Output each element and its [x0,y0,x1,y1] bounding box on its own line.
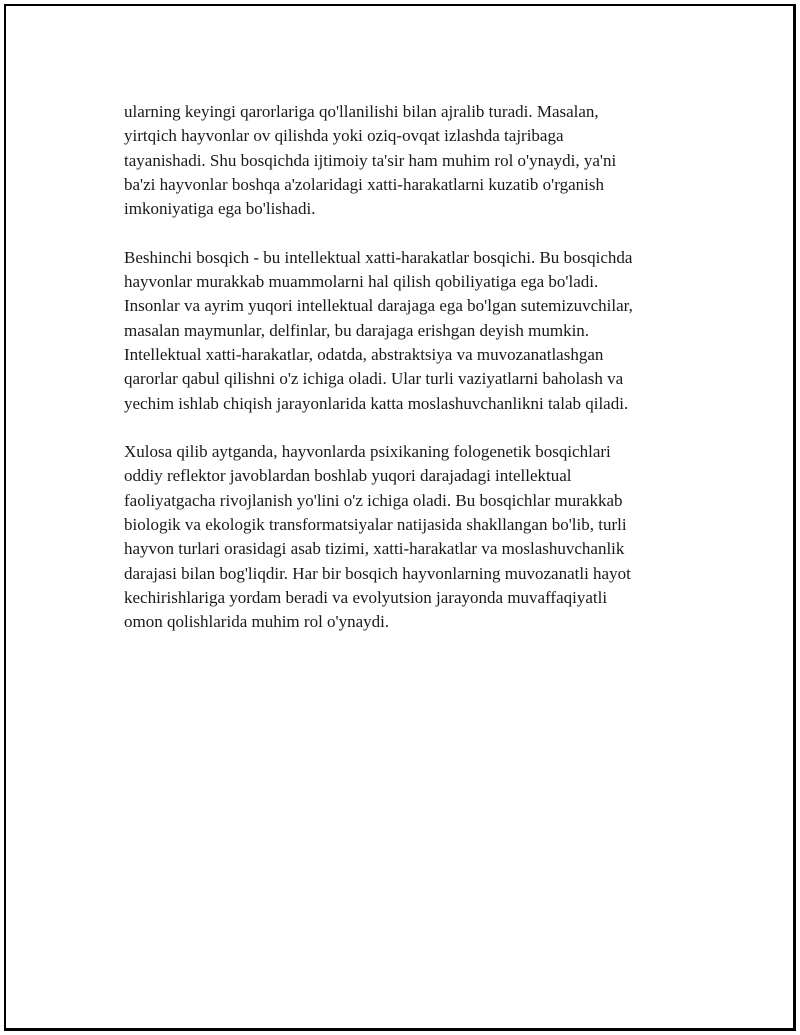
text-line: yirtqich hayvonlar ov qilishda yoki oziq-ovqat izlashda tajribaga [124,126,564,146]
text-line: oddiy reflektor javoblardan boshlab yuqori darajadagi intellektual [124,466,572,486]
text-line: masalan maymunlar, delfinlar, bu darajaga erishgan deyish mumkin. [124,320,590,340]
text-line: tayanishadi. Shu bosqichda ijtimoiy ta'sir ham muhim rol o'ynaydi, ya'ni [124,150,617,170]
paragraph-1 [124,100,684,221]
page-frame [4,4,796,1031]
text-line: kechirishlariga yordam beradi va evolyutsion jarayonda muvaffaqiyatli [124,587,608,607]
text-line: hayvonlar murakkab muammolarni hal qilish qobiliyatiga ega bo'ladi. [124,272,599,292]
text-line: biologik va ekologik transformatsiyalar natijasida shakllangan bo'lib, turli [124,515,627,535]
page-body [124,100,684,659]
text-line: darajasi bilan bog'liqdir. Har bir bosqich hayvonlarning muvozanatli hayot [124,563,631,583]
text-line: yechim ishlab chiqish jarayonlarida katta moslashuvchanlikni talab qiladi. [124,393,629,413]
text-line: ularning keyingi qarorlariga qo'llanilishi bilan ajralib turadi. Masalan, [124,102,599,121]
text-line: ba'zi hayvonlar boshqa a'zolaridagi xatti-harakatlarni kuzatib o'rganish [124,174,604,194]
paragraph-3 [124,440,684,634]
text-line: Xulosa qilib aytganda, hayvonlarda psixikaning fologenetik bosqichlari [124,442,611,462]
text-line: Beshinchi bosqich - bu intellektual xatti-harakatlar bosqichi. Bu bosqichda [124,247,633,267]
text-line: Insonlar va ayrim yuqori intellektual darajaga ega bo'lgan sutemizuvchilar, [124,296,633,316]
paragraph-2 [124,246,684,416]
text-line: omon qolishlarida muhim rol o'ynaydi. [124,612,390,632]
text-line: qarorlar qabul qilishni o'z ichiga oladi. Ular turli vaziyatlarni baholash va [124,369,624,389]
text-line: imkoniyatiga ega bo'lishadi. [124,199,316,219]
text-line: hayvon turlari orasidagi asab tizimi, xatti-harakatlar va moslashuvchanlik [124,539,625,559]
text-line: faoliyatgacha rivojlanish yo'lini o'z ichiga oladi. Bu bosqichlar murakkab [124,490,623,510]
text-line: Intellektual xatti-harakatlar, odatda, abstraktsiya va muvozanatlashgan [124,344,604,364]
